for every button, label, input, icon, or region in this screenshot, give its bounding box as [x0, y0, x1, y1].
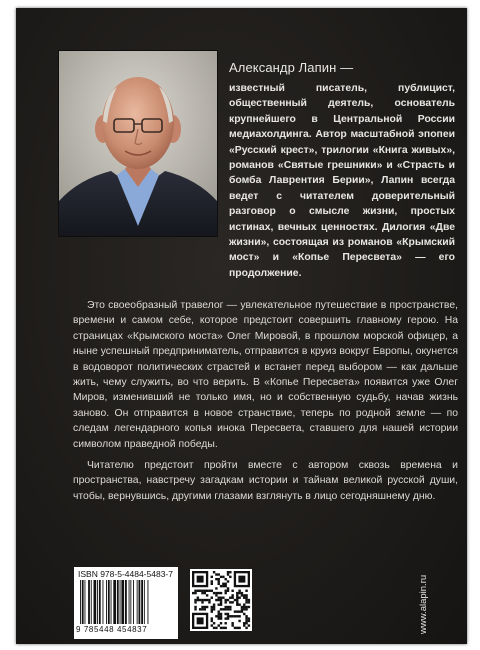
- book-description: [73, 298, 458, 510]
- isbn-label: ISBN 978-5-4484-5483-7: [78, 569, 173, 579]
- description-paragraph-2: Читателю предстоит пройти вместе с автором сквозь времена и пространства, навстречу загадкам истории и тайнам великой русской души, чтобы, вернувшись, другими глазами взглянуть в лицо сегодняшнему дню.: [73, 460, 458, 502]
- isbn-barcode: [74, 567, 178, 639]
- book-back-cover: [16, 8, 467, 644]
- description-paragraph-1: Это своеобразный травелог — увлекательное путешествие в пространстве, времени и самом себе, которое предстоит совершить главному герою. На страницах «Крымского моста» Олег Мировой, в прошлом морской офицер, а ныне успешный предприниматель, отправится в круиз вокруг Европы, окунется в водоворот политических страстей и встанет перед выбором — как дальше жить, чему служить, во что верить. В «Копье Пересвета» появится уже Олег Миров, изменивший не только имя, но и собственную судьбу, начав жизнь заново. Он отправится в новое странствие, теперь по родной земле — по следам легендарного копья инока Пересвета, ставшего для нашей истории символом праведной победы.: [73, 300, 458, 450]
- qr-code: [190, 569, 252, 631]
- barcode-digits: 9 785448 454837: [76, 625, 148, 634]
- author-bio: известный писатель, публицист, общественный деятель, основатель крупнейшего в Центральной России медиахолдинга. Автор масштабной эпопеи «Русский крест», трилогии «Книга живых», романов «Святые грешники» и «Страсть и бомба Лаврентия Берии», Лапин всегда ведет с читателем доверительный разговор о смысле жизни, простых истинах, вечных ценностях. Дилогия «Две жизни», состоящая из романов «Крымский мост» и «Копье Пересвета» — его продолжение.: [229, 83, 455, 279]
- website-vertical: [406, 568, 429, 634]
- website-url: www.alapin.ru: [418, 574, 429, 634]
- author-photo: [58, 50, 218, 237]
- author-portrait-image: [59, 51, 217, 236]
- barcode-icon: [78, 580, 174, 626]
- qr-code-icon: [190, 569, 252, 631]
- author-name: Александр Лапин —: [229, 60, 354, 75]
